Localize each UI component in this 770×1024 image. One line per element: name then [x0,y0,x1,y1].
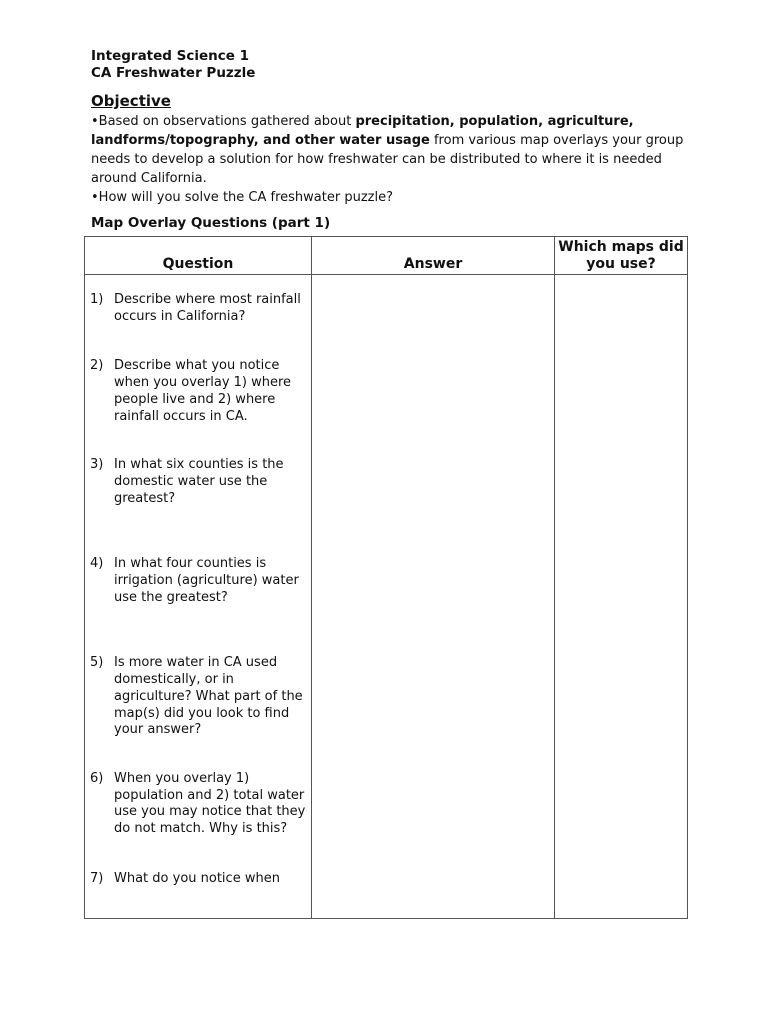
question-item [90,358,307,425]
answer-cell[interactable] [312,275,555,919]
questions-cell [85,275,312,919]
question-text: Describe where most rainfall occurs in California? [114,292,301,324]
question-item [90,457,307,507]
question-item [90,871,307,888]
maps-column-header: Which maps did you use? [555,237,688,275]
question-number: 5) [90,655,104,671]
question-number: 3) [90,457,104,473]
answer-column-header: Answer [312,237,555,275]
objective-bullet-1-keywords: precipitation, population, agriculture, landforms/topography, and other water usage [91,114,634,148]
question-number: 7) [90,870,104,886]
question-text: Describe what you notice when you overlay 1) where people live and 2) where rainfall occurs in CA. [114,358,292,424]
question-text: In what four counties is irrigation (agriculture) water use the greatest? [114,556,299,605]
question-text: In what six counties is the domestic water use the greatest? [114,457,284,506]
worksheet-title: CA Freshwater Puzzle [91,65,256,81]
section-title: Map Overlay Questions (part 1) [91,215,331,231]
question-item [90,655,307,739]
objective-bullet-1-rest: from various map overlays your group needs to develop a solution for how freshwater can be distributed to where it is needed around California. [91,133,684,186]
question-list [85,275,311,887]
objective-bullet-2: •How will you solve the CA freshwater puzzle? [91,190,393,205]
objective-bullet-1-intro: •Based on observations gathered about [91,114,356,129]
question-text: Is more water in CA used domestically, or in agriculture? What part of the map(s) did you look to find your answer? [114,655,303,738]
question-number: 1) [90,292,104,307]
question-number: 4) [90,556,104,572]
question-text: What do you notice when [114,870,280,886]
question-item [90,771,307,838]
question-item [90,292,307,325]
table-body-row [85,275,688,919]
table-header-row [85,237,688,275]
question-column-header: Question [85,237,312,275]
questions-table [84,236,688,919]
question-number: 2) [90,358,104,374]
question-text: When you overlay 1) population and 2) total water use you may notice that they do not match. Why is this? [114,770,306,837]
course-name: Integrated Science 1 [91,48,250,64]
question-number: 6) [90,770,104,786]
objective-bullet-1 [91,112,691,188]
objective-heading: Objective [91,92,171,110]
objective-text [91,112,691,207]
question-item [90,556,307,606]
maps-used-cell[interactable] [555,275,688,919]
